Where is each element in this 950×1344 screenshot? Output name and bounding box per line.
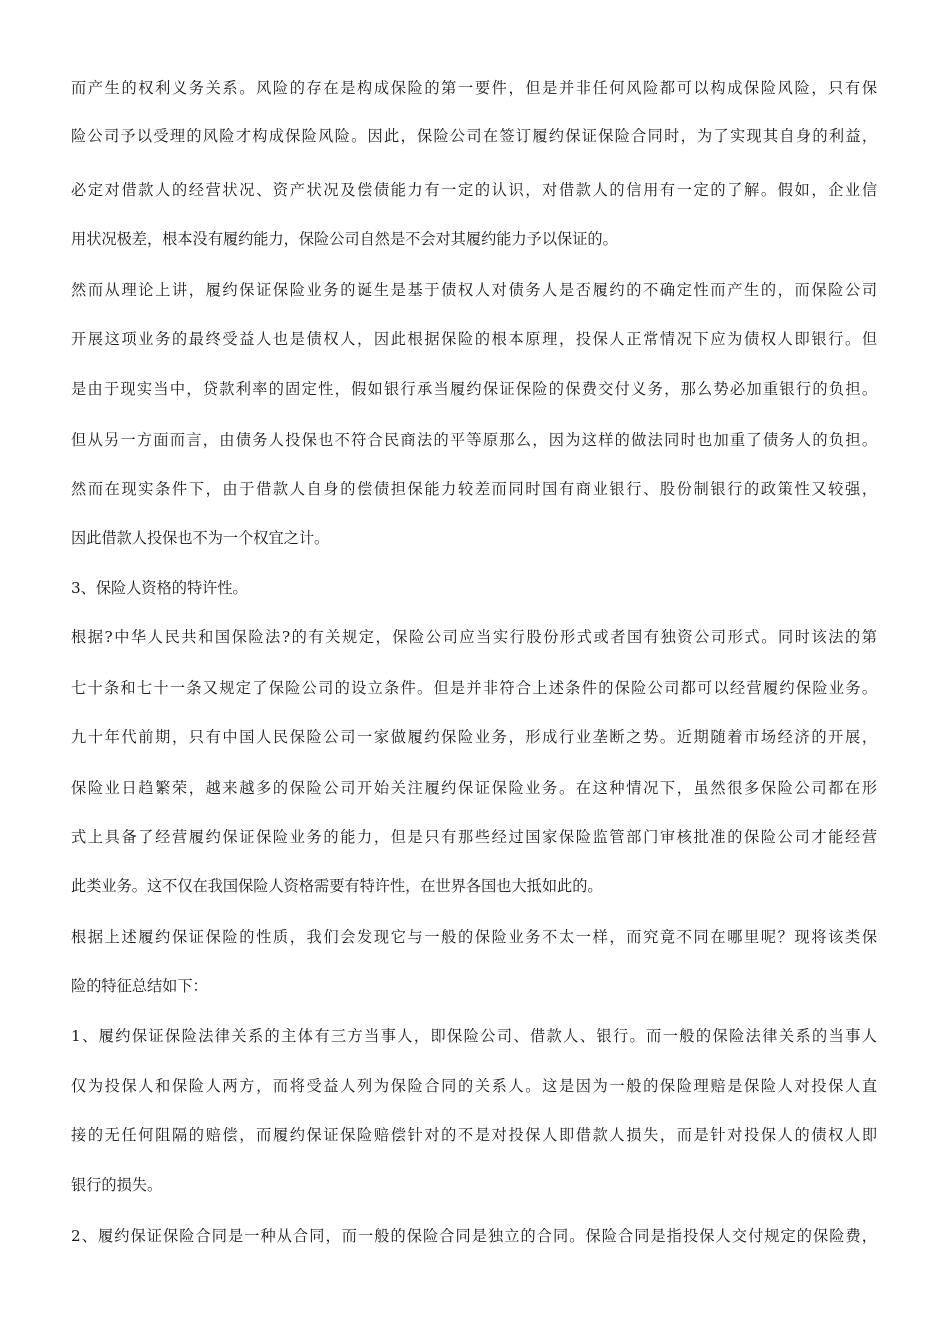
text-line: 然而从理论上讲，履约保证保险业务的诞生是基于债权人对债务人是否履约的不确定性而产生的，而保险公司 <box>71 281 877 299</box>
text-line: 根据?中华人民共和国保险法?的有关规定，保险公司应当实行股份形式或者国有独资公司形式。同时该法的第 <box>71 628 877 646</box>
text-line: 必定对借款人的经营状况、资产状况及偿债能力有一定的认识，对借款人的信用有一定的了解。假如，企业信 <box>71 181 877 199</box>
text-line: 保险业日趋繁荣，越来越多的保险公司开始关注履约保证保险业务。在这种情况下，虽然很多保险公司都在形 <box>71 779 877 797</box>
text-line: 用状况极差，根本没有履约能力，保险公司自然是不会对其履约能力予以保证的。 <box>71 230 618 248</box>
text-line: 是由于现实当中，贷款利率的固定性，假如银行承当履约保证保险的保费交付义务，那么势必加重银行的负担。 <box>71 380 877 398</box>
text-line: 险的特征总结如下： <box>71 977 208 995</box>
text-line: 银行的损失。 <box>71 1176 163 1194</box>
text-line: 开展这项业务的最终受益人也是债权人，因此根据保险的根本原理，投保人正常情况下应为债权人即银行。但 <box>71 330 877 348</box>
text-line: 此类业务。这不仅在我国保险人资格需要有特许性，在世界各国也大抵如此的。 <box>71 877 603 895</box>
text-line: 式上具备了经营履约保证保险业务的能力，但是只有那些经过国家保险监管部门审核批准的保险公司才能经营 <box>71 828 877 846</box>
text-line: 根据上述履约保证保险的性质，我们会发现它与一般的保险业务不太一样，而究竟不同在哪里呢？现将该类保 <box>71 928 877 946</box>
text-line: 七十条和七十一条又规定了保险公司的设立条件。但是并非符合上述条件的保险公司都可以经营履约保险业务。 <box>71 679 877 697</box>
text-line: 而产生的权利义务关系。风险的存在是构成保险的第一要件，但是并非任何风险都可以构成保险风险，只有保 <box>71 79 877 97</box>
text-line: 1、履约保证保险法律关系的主体有三方当事人，即保险公司、借款人、银行。而一般的保险法律关系的当事人 <box>71 1027 877 1045</box>
text-line: 仅为投保人和保险人两方，而将受益人列为保险合同的关系人。这是因为一般的保险理赔是保险人对投保人直 <box>71 1077 877 1095</box>
text-line: 接的无任何阻隔的赔偿，而履约保证保险赔偿针对的不是对投保人即借款人损失，而是针对投保人的债权人即 <box>71 1126 877 1144</box>
text-line: 险公司予以受理的风险才构成保险风险。因此，保险公司在签订履约保证保险合同时，为了实现其自身的利益， <box>71 127 877 145</box>
text-line: 2、履约保证保险合同是一种从合同，而一般的保险合同是独立的合同。保险合同是指投保人交付规定的保险费， <box>71 1227 877 1245</box>
text-line: 然而在现实条件下，由于借款人自身的偿债担保能力较差而同时国有商业银行、股份制银行的政策性又较强， <box>71 480 877 498</box>
text-line: 但从另一方面而言，由债务人投保也不符合民商法的平等原那么，因为这样的做法同时也加重了债务人的负担。 <box>71 431 877 449</box>
section-heading: 3、保险人资格的特许性。 <box>71 579 248 597</box>
text-line: 九十年代前期，只有中国人民保险公司一家做履约保险业务，形成行业垄断之势。近期随着市场经济的开展， <box>71 728 877 746</box>
text-line: 因此借款人投保也不为一个权宜之计。 <box>71 529 330 547</box>
